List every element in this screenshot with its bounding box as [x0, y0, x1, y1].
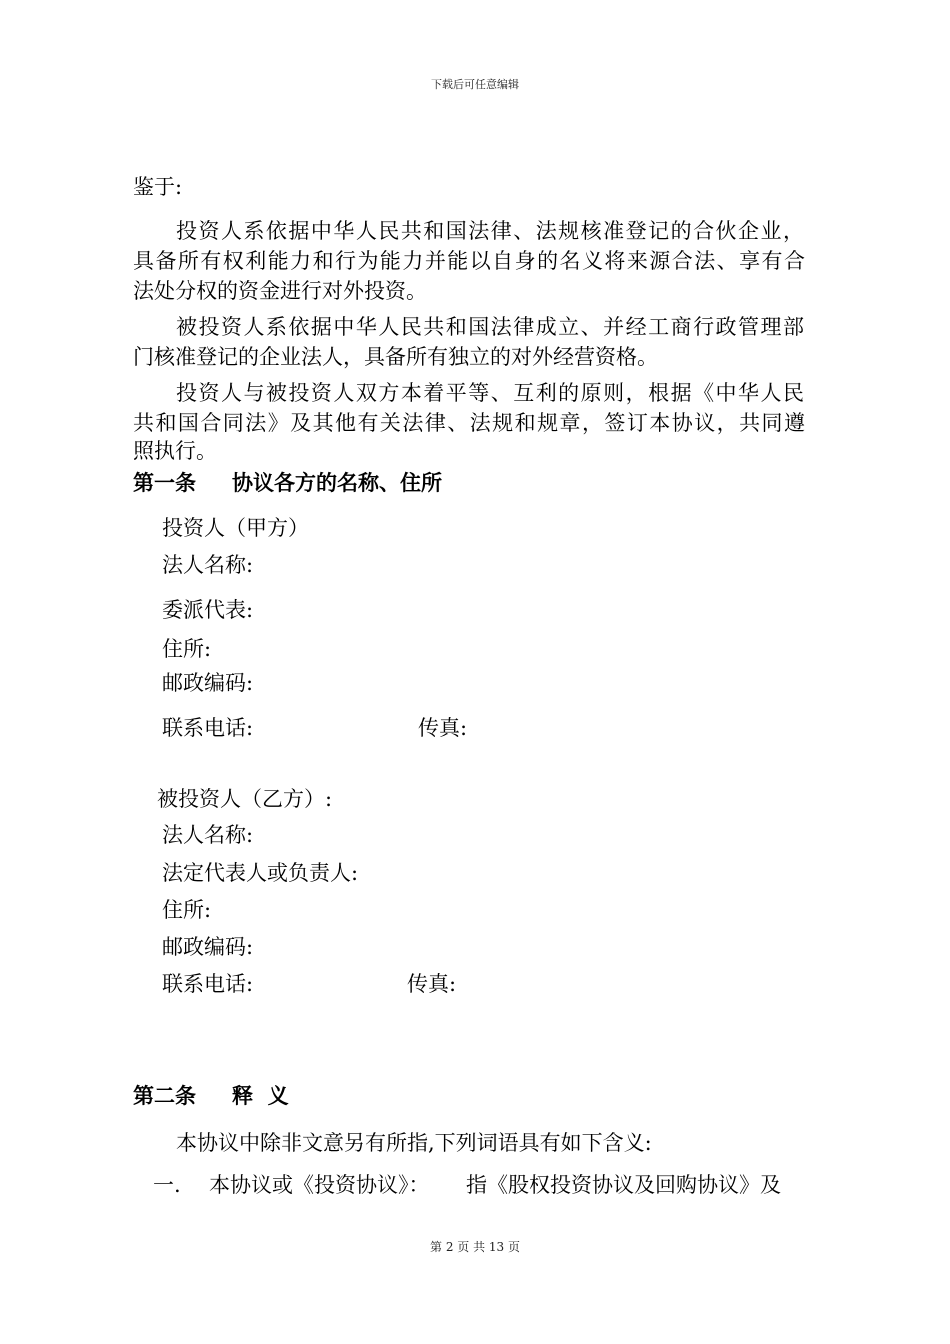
- preamble-intro: 鉴于:: [133, 175, 183, 199]
- party-b-phone-label: 联系电话:: [162, 972, 254, 996]
- party-a-fax-label: 传真:: [418, 716, 468, 740]
- party-a-title: 投资人（甲方）: [162, 516, 309, 540]
- preamble-para3-line3: 照执行。: [133, 439, 217, 463]
- party-b-address-label: 住所:: [162, 898, 212, 922]
- preamble-para1-line3: 法处分权的资金进行对外投资。: [133, 279, 427, 303]
- article1-title: 协议各方的名称、住所: [232, 471, 442, 495]
- definition-1-text: 指《股权投资协议及回购协议》及: [466, 1173, 781, 1197]
- party-b-name-label: 法人名称:: [162, 823, 254, 847]
- article2-title: 释 义: [232, 1084, 289, 1108]
- party-a-phone-label: 联系电话:: [162, 716, 254, 740]
- party-b-postcode-label: 邮政编码:: [162, 935, 254, 959]
- preamble-para3-line2: 共和国合同法》及其他有关法律、法规和规章，签订本协议，共同遵: [133, 411, 805, 435]
- preamble-para1-line1: 投资人系依据中华人民共和国法律、法规核准登记的合伙企业，: [176, 219, 804, 243]
- article2-number: 第二条: [133, 1084, 196, 1108]
- preamble-para2-line1: 被投资人系依据中华人民共和国法律成立、并经工商行政管理部: [176, 315, 804, 339]
- definition-1-number: 一.: [153, 1173, 181, 1197]
- party-a-name-label: 法人名称:: [162, 553, 254, 577]
- party-a-address-label: 住所:: [162, 637, 212, 661]
- party-b-title: 被投资人（乙方）:: [157, 787, 333, 811]
- article2-intro: 本协议中除非文意另有所指,下列词语具有如下含义:: [176, 1131, 652, 1155]
- party-b-fax-label: 传真:: [407, 972, 457, 996]
- party-a-rep-label: 委派代表:: [162, 598, 254, 622]
- party-a-postcode-label: 邮政编码:: [162, 671, 254, 695]
- page-header-note: 下载后可任意编辑: [431, 78, 519, 91]
- preamble-para3-line1: 投资人与被投资人双方本着平等、互利的原则，根据《中华人民: [176, 381, 804, 405]
- preamble-para2-line2: 门核准登记的企业法人，具备所有独立的对外经营资格。: [133, 345, 658, 369]
- definition-1-term: 本协议或《投资协议》：: [209, 1173, 430, 1197]
- article1-number: 第一条: [133, 471, 196, 495]
- party-b-rep-label: 法定代表人或负责人:: [162, 861, 359, 885]
- page-number: 第 2 页 共 13 页: [430, 1240, 520, 1254]
- preamble-para1-line2: 具备所有权利能力和行为能力并能以自身的名义将来源合法、享有合: [133, 249, 805, 273]
